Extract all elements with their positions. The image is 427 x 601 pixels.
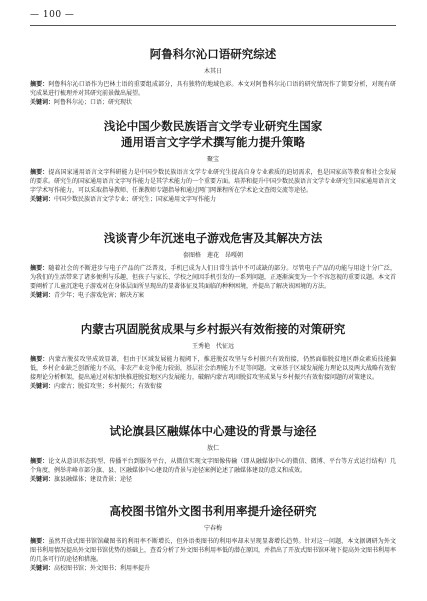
keywords-label: 关键词： <box>30 565 55 572</box>
abstract-text: 阿鲁科尔沁口语作为巴林土语的重要组成部分，具有独特的地域色彩。本文对阿鲁科尔沁口语的研究情况作了简要分析，对现有研究成果进行梳理并对其研究前景做出展望。 <box>30 81 396 97</box>
article-2 <box>30 119 396 204</box>
article-keywords <box>30 475 396 484</box>
article-abstract <box>30 168 396 195</box>
article-keywords <box>30 564 396 573</box>
article-keywords <box>30 382 396 391</box>
article-keywords <box>30 291 396 300</box>
keywords-text: 高校图书馆；外文图书；利用率提升 <box>54 565 151 572</box>
article-title: 浅谈青少年沉迷电子游戏危害及其解决方法 <box>103 231 323 245</box>
article-author: 木其日 <box>203 68 222 75</box>
keywords-text: 阿鲁科尔沁；口语；研究现状 <box>54 99 133 106</box>
keywords-label: 关键词： <box>30 292 55 299</box>
abstract-label: 摘要： <box>30 169 49 176</box>
abstract-label: 摘要： <box>30 538 49 545</box>
article-abstract <box>30 264 396 291</box>
article-author: 敖仁 <box>206 445 219 452</box>
article-5 <box>30 424 396 484</box>
abstract-text: 虽然开放式图书馆馆藏图书的利用率不断增长，但外语类图书的利用率却未呈现显著增长趋势。针对这一问题，本文据调研为外文图书利用情况提出外文图书馆优势的基础上，查看分析了外文图书利用率低的潜在原因，并指出了开放式图书馆环境下提高外文图书利用率的几条可行的途径和措施。 <box>30 538 397 563</box>
header-divider <box>30 25 396 26</box>
abstract-label: 摘要： <box>30 458 49 465</box>
keywords-text: 旗县融媒体；建设背景；途径 <box>54 476 133 483</box>
abstract-label: 摘要： <box>30 81 49 88</box>
article-author: 王秀艳 代征远 <box>191 343 234 350</box>
article-author: 套图格 莲花 昂嘎朝 <box>182 252 243 259</box>
keywords-label: 关键词： <box>30 476 55 483</box>
article-title-line-2: 通用语言文字学术撰写能力提升策略 <box>121 135 305 149</box>
abstract-text: 随着社会的不断进步与电子产品的广泛普及，手机已成为人们日常生活中不可或缺的部分。尽管电子产品的功能与用途十分广泛，为我们的生活带来了诸多便利与乐趣，但孩子与家长、学校之间因手机引发的一系列问题，正逐渐演变为一个不容忽视的重要议题。本文首要阐析了儿童沉迷电子游戏对在身体层面所呈现出的显著体征及其面临的种种困境，并提出了解决该困境的方法。 <box>30 265 397 290</box>
article-abstract <box>30 537 396 564</box>
keywords-text: 内蒙古；脱贫攻坚；乡村振兴；有效衔接 <box>54 383 163 390</box>
article-1 <box>30 47 396 107</box>
page-number: — 100 — <box>30 10 75 20</box>
article-author: 宁春梅 <box>203 525 222 532</box>
article-keywords <box>30 195 396 204</box>
keywords-label: 关键词： <box>30 196 55 203</box>
keywords-label: 关键词： <box>30 99 55 106</box>
article-abstract <box>30 80 396 98</box>
abstract-text: 提高国家通用语言文字科研能力是中国少数民族语言文学专业研究生提高自身专业素质的迫切需求，也是国家高等教育和社会发展的要求。研究生的国家通用语言文字写作能力是其学术能力的一个重要方面。培养和提升中国少数民族语言文学专业研究生国家通用语言文字学术写作能力，可以采取指导教师、任课教师专题指导和通过网门网课程所在学术论文查阅交流等途径。 <box>30 169 397 194</box>
keywords-label: 关键词： <box>30 383 55 390</box>
article-abstract <box>30 355 396 382</box>
keywords-text: 中国少数民族语言文学专业；研究生；国家通用文字写作能力 <box>54 196 217 203</box>
article-keywords <box>30 98 396 107</box>
page-header <box>30 10 396 24</box>
article-title: 内蒙古巩固脱贫成果与乡村振兴有效衔接的对策研究 <box>80 322 346 336</box>
article-author: 聚宝 <box>206 156 219 163</box>
abstract-label: 摘要： <box>30 356 49 363</box>
article-title: 高校图书馆外文图书利用率提升途径研究 <box>109 504 317 518</box>
article-title: 阿鲁科尔沁口语研究综述 <box>149 47 277 61</box>
article-6 <box>30 504 396 573</box>
article-3 <box>30 231 396 300</box>
article-title: 试论旗县区融媒体中心建设的背景与途径 <box>109 424 317 438</box>
abstract-text: 论文从意识形态转型、传播平台到服务平台，从微信实现文字图像传输（即从融媒体中心的微信、微博、平台等方式运行结构）几个角度，例举赤峰市部分旗、县、区融媒体中心建设的背景与途径案例论述了融媒体建设的意义和成效。 <box>30 458 396 474</box>
article-title-line-1: 浅论中国少数民族语言文学专业研究生国家 <box>103 119 323 133</box>
article-4 <box>30 322 396 391</box>
abstract-label: 摘要： <box>30 265 49 272</box>
article-abstract <box>30 457 396 475</box>
keywords-text: 青少年；电子游戏危害；解决方案 <box>54 292 145 299</box>
abstract-text: 内蒙古脱贫攻坚成效显著，但由于区域发展能力视阈下，推进脱贫攻坚与乡村振兴有效衔接，仍然面临脱贫地区群众素质技能偏低，乡村企业缺乏创新能力不高，非农产业竞争能力较弱，基层社会治理能力不足等问题。文章基于区域发展能力理论以及两大战略有效衔接理论分析框架，提出通过对标加快推进脱贫地区内发展能力，破解内蒙古巩固脱贫攻坚成果与乡村振兴有效衔接问题的对策建议。 <box>30 356 397 381</box>
